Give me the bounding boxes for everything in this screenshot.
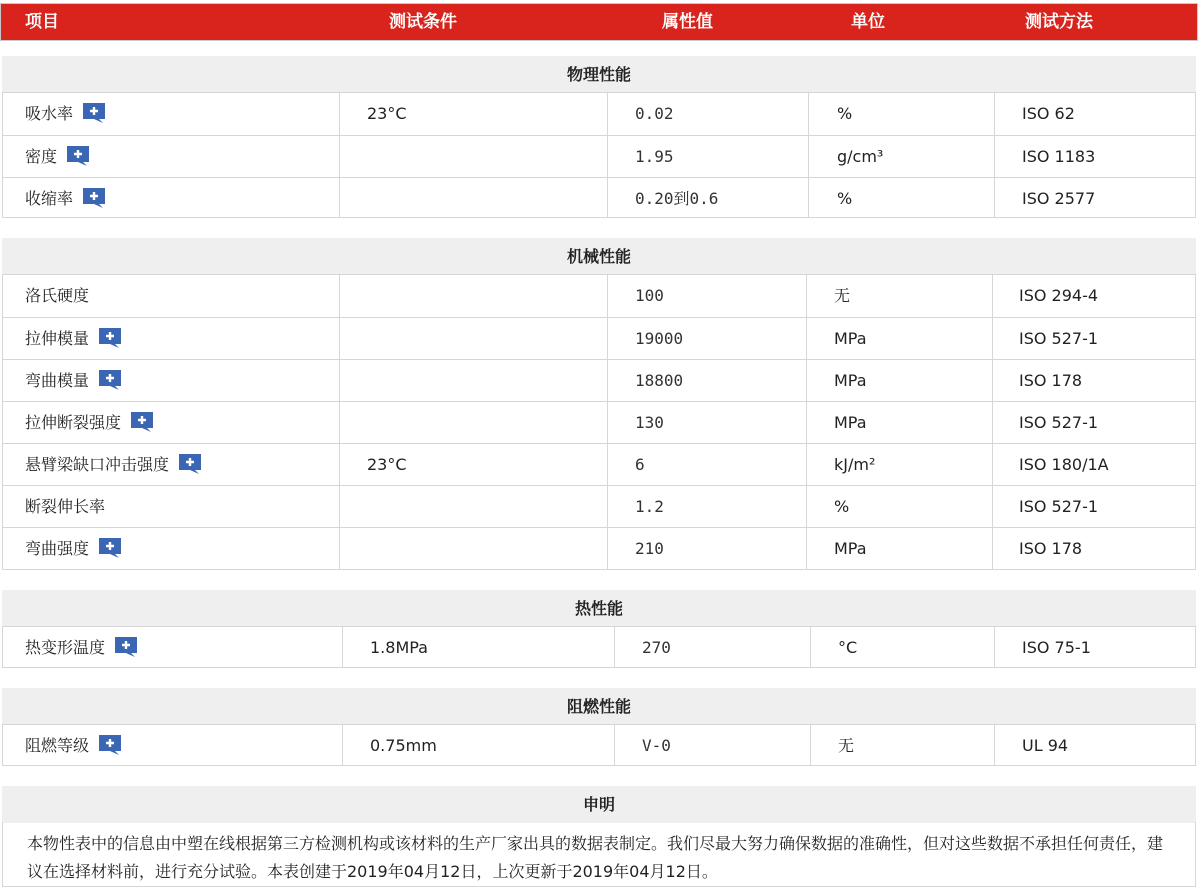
plus-icon[interactable] [99,328,121,348]
unit: MPa [834,539,867,558]
property-name: 阻燃等级 [25,725,121,766]
test-condition: 0.75mm [370,736,437,755]
property-name: 热变形温度 [25,627,137,668]
plus-icon[interactable] [83,188,105,208]
header-property-value: 属性值 [662,12,713,32]
table-row [3,317,1195,359]
test-condition: 23°C [367,104,407,123]
test-method: ISO 527-1 [1019,329,1099,348]
unit: % [837,104,853,123]
table-row [3,93,1195,135]
table-row [3,725,1195,767]
property-name: 悬臂梁缺口冲击强度 [25,444,201,485]
unit: °C [838,638,858,657]
test-method: ISO 62 [1022,104,1075,123]
unit: MPa [834,413,867,432]
table-row [3,135,1195,177]
declaration-text: 本物性表中的信息由中塑在线根据第三方检测机构或该材料的生产厂家出具的数据表制定。我们尽最大努力确保数据的准确性，但对这些数据不承担任何责任，建议在选择材料前，进行充分试验。本表创建于2019年04月12日，上次更新于2019年04月12日。 [27,834,1164,881]
test-method: ISO 178 [1019,371,1083,390]
test-condition: 23°C [367,455,407,474]
thermal-properties-table [2,626,1196,668]
plus-icon[interactable] [99,538,121,558]
unit: 无 [834,286,851,305]
unit: kJ/m² [834,455,876,474]
property-value: 210 [635,539,664,558]
unit: MPa [834,329,867,348]
header-unit: 单位 [851,12,885,32]
header-test-method: 测试方法 [1025,12,1093,32]
property-value: 0.02 [635,104,674,123]
property-name: 断裂伸长率 [25,497,106,516]
declaration-box [2,822,1196,887]
property-value: 6 [635,455,645,474]
section-title-flame-retardant: 阻燃性能 [2,688,1196,725]
unit: g/cm³ [837,147,884,166]
plus-icon[interactable] [99,735,121,755]
property-value: 1.2 [635,497,664,516]
property-value: 130 [635,413,664,432]
table-row [3,527,1195,569]
property-value: 18800 [635,371,684,390]
test-method: ISO 180/1A [1019,455,1109,474]
section-title-declaration: 申明 [2,786,1196,823]
plus-icon[interactable] [99,370,121,390]
header-item: 项目 [25,12,59,32]
table-row [3,359,1195,401]
table-row [3,485,1195,527]
header-test-condition: 测试条件 [389,12,457,32]
property-value: 100 [635,286,664,305]
property-value: 1.95 [635,147,674,166]
test-method: ISO 527-1 [1019,413,1099,432]
unit: % [834,497,850,516]
plus-icon[interactable] [179,454,201,474]
test-condition: 1.8MPa [370,638,428,657]
table-row [3,401,1195,443]
unit: 无 [838,736,855,755]
property-name: 拉伸模量 [25,318,121,359]
unit: MPa [834,371,867,390]
table-row [3,275,1195,317]
flame-retardant-table [2,724,1196,766]
section-title-mechanical: 机械性能 [2,238,1196,275]
plus-icon[interactable] [115,637,137,657]
property-name: 弯曲模量 [25,360,121,401]
plus-icon[interactable] [83,103,105,123]
property-value: 270 [642,638,671,657]
table-header [0,3,1198,41]
property-name: 密度 [25,136,89,177]
test-method: ISO 2577 [1022,189,1096,208]
table-row [3,627,1195,669]
physical-properties-table [2,92,1196,218]
property-name: 吸水率 [25,93,105,134]
section-title-physical: 物理性能 [2,56,1196,93]
property-name: 收缩率 [25,178,105,219]
property-value: 19000 [635,329,684,348]
mechanical-properties-table [2,274,1196,570]
test-method: ISO 75-1 [1022,638,1091,657]
test-method: UL 94 [1022,736,1069,755]
property-value: V-0 [642,736,671,755]
test-method: ISO 1183 [1022,147,1096,166]
plus-icon[interactable] [131,412,153,432]
test-method: ISO 178 [1019,539,1083,558]
unit: % [837,189,853,208]
section-title-thermal: 热性能 [2,590,1196,627]
test-method: ISO 294-4 [1019,286,1099,305]
property-name: 弯曲强度 [25,528,121,569]
property-name: 拉伸断裂强度 [25,402,153,443]
test-method: ISO 527-1 [1019,497,1099,516]
plus-icon[interactable] [67,146,89,166]
property-name: 洛氏硬度 [25,286,90,305]
property-value: 0.20到0.6 [635,189,719,208]
table-row [3,177,1195,219]
table-row [3,443,1195,485]
